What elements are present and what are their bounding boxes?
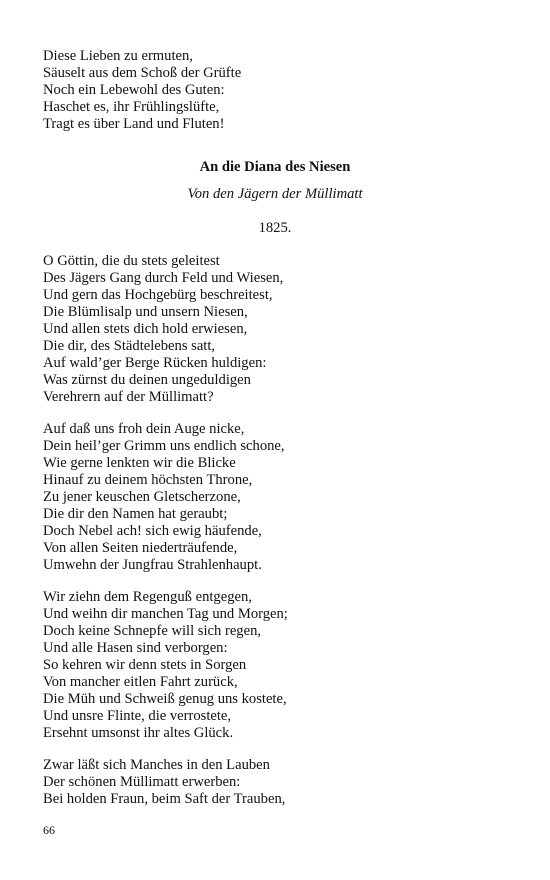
poem-subtitle: Von den Jägern der Müllimatt bbox=[187, 186, 363, 202]
verse-line: Was zürnst du deinen ungeduldigen bbox=[43, 372, 251, 388]
verse-line: O Göttin, die du stets geleitest bbox=[43, 253, 220, 269]
poem-title: An die Diana des Niesen bbox=[199, 159, 351, 175]
verse-line: Doch keine Schnepfe will sich regen, bbox=[43, 623, 262, 639]
verse-line: Und unsre Flinte, die verrostete, bbox=[43, 708, 232, 724]
stanza-2 bbox=[43, 421, 513, 574]
verse-line: Des Jägers Gang durch Feld und Wiesen, bbox=[43, 270, 284, 286]
verse-line: Die dir den Namen hat geraubt; bbox=[43, 506, 228, 522]
verse-line: Und weihn dir manchen Tag und Morgen; bbox=[43, 606, 288, 622]
page-number: 66 bbox=[43, 823, 55, 837]
verse-line: Und allen stets dich hold erwiesen, bbox=[43, 321, 248, 337]
verse-line: Noch ein Lebewohl des Guten: bbox=[43, 82, 225, 98]
intro-stanza bbox=[43, 48, 513, 133]
verse-line: Die Blümlisalp und unsern Niesen, bbox=[43, 304, 248, 320]
verse-line: Ersehnt umsonst ihr altes Glück. bbox=[43, 725, 234, 741]
verse-line: Zu jener keuschen Gletscherzone, bbox=[43, 489, 241, 505]
stanza-1 bbox=[43, 253, 513, 406]
verse-line: Dein heil’ger Grimm uns endlich schone, bbox=[43, 438, 285, 454]
poem-year: 1825. bbox=[258, 220, 292, 236]
verse-line: Die Müh und Schweiß genug uns kostete, bbox=[43, 691, 287, 707]
verse-line: Auf daß uns froh dein Auge nicke, bbox=[43, 421, 245, 437]
verse-line: Und gern das Hochgebürg beschreitest, bbox=[43, 287, 273, 303]
stanza-3 bbox=[43, 589, 513, 742]
verse-line: Haschet es, ihr Frühlingslüfte, bbox=[43, 99, 220, 115]
verse-line: Wie gerne lenkten wir die Blicke bbox=[43, 455, 236, 471]
verse-line: Doch Nebel ach! sich ewig häufende, bbox=[43, 523, 262, 539]
verse-line: Und alle Hasen sind verborgen: bbox=[43, 640, 228, 656]
verse-line: Säuselt aus dem Schoß der Grüfte bbox=[43, 65, 242, 81]
verse-line: Tragt es über Land und Fluten! bbox=[43, 116, 225, 132]
verse-line: Hinauf zu deinem höchsten Throne, bbox=[43, 472, 253, 488]
verse-line: Der schönen Müllimatt erwerben: bbox=[43, 774, 241, 790]
verse-line: Von allen Seiten niederträufende, bbox=[43, 540, 238, 556]
verse-line: Diese Lieben zu ermuten, bbox=[43, 48, 193, 64]
verse-line: Wir ziehn dem Regenguß entgegen, bbox=[43, 589, 252, 605]
verse-line: Umwehn der Jungfrau Strahlenhaupt. bbox=[43, 557, 262, 573]
verse-line: Zwar läßt sich Manches in den Lauben bbox=[43, 757, 270, 773]
verse-line: Von mancher eitlen Fahrt zurück, bbox=[43, 674, 238, 690]
verse-line: Auf wald’ger Berge Rücken huldigen: bbox=[43, 355, 267, 371]
stanza-4 bbox=[43, 757, 513, 808]
verse-line: Die dir, des Städtelebens satt, bbox=[43, 338, 216, 354]
verse-line: So kehren wir denn stets in Sorgen bbox=[43, 657, 247, 673]
verse-line: Bei holden Fraun, beim Saft der Trauben, bbox=[43, 791, 286, 807]
verse-line: Verehrern auf der Müllimatt? bbox=[43, 389, 214, 405]
